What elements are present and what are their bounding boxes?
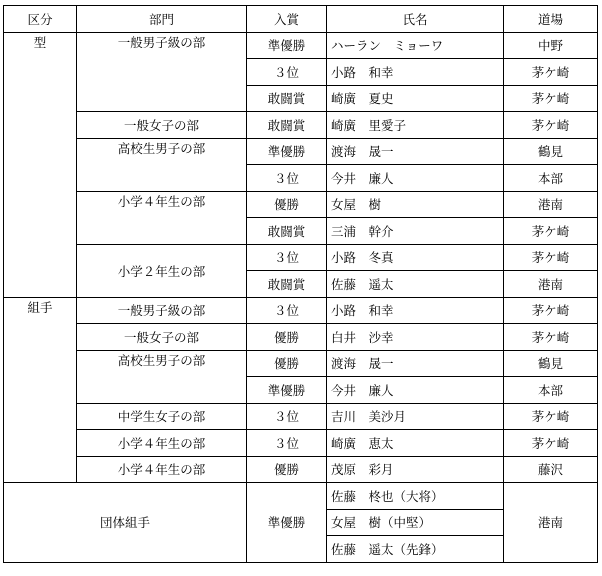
division-cell: 小学４年生の部 xyxy=(77,191,247,244)
award-cell: ３位 xyxy=(247,165,327,192)
team-member-cell: 佐藤 遥太（先鋒） xyxy=(327,536,504,563)
dojo-cell: 茅ケ崎 xyxy=(504,218,598,245)
division-cell: 一般女子の部 xyxy=(77,112,247,139)
division-cell: 小学２年生の部 xyxy=(77,244,247,297)
award-cell: ３位 xyxy=(247,297,327,324)
name-cell: 今井 廉人 xyxy=(327,377,504,404)
award-cell: 準優勝 xyxy=(247,138,327,165)
name-cell: 崎廣 恵太 xyxy=(327,430,504,457)
category-cell: 型 xyxy=(4,32,77,297)
division-cell: 小学４年生の部 xyxy=(77,456,247,483)
dojo-cell: 港南 xyxy=(504,271,598,298)
dojo-cell: 茅ケ崎 xyxy=(504,85,598,112)
name-cell: 崎廣 夏史 xyxy=(327,85,504,112)
team-award-cell: 準優勝 xyxy=(247,483,327,563)
award-cell: 優勝 xyxy=(247,456,327,483)
award-cell: 敢闘賞 xyxy=(247,112,327,139)
name-cell: 佐藤 遥太 xyxy=(327,271,504,298)
table-row xyxy=(4,350,598,377)
dojo-cell: 鶴見 xyxy=(504,350,598,377)
table-row xyxy=(4,32,598,59)
name-cell: 崎廣 里愛子 xyxy=(327,112,504,139)
name-cell: 三浦 幹介 xyxy=(327,218,504,245)
name-cell: 小路 和幸 xyxy=(327,297,504,324)
name-cell: 吉川 美沙月 xyxy=(327,403,504,430)
division-cell: 高校生男子の部 xyxy=(77,138,247,191)
dojo-cell: 茅ケ崎 xyxy=(504,403,598,430)
award-cell: 優勝 xyxy=(247,350,327,377)
name-cell: 小路 和幸 xyxy=(327,59,504,86)
header-dojo: 道場 xyxy=(504,6,598,33)
dojo-cell: 茅ケ崎 xyxy=(504,244,598,271)
team-row xyxy=(4,483,598,510)
dojo-cell: 茅ケ崎 xyxy=(504,324,598,351)
name-cell: 渡海 晟一 xyxy=(327,138,504,165)
division-cell: 一般女子の部 xyxy=(77,324,247,351)
table-row xyxy=(4,244,598,271)
results-table xyxy=(3,5,598,563)
header-award: 入賞 xyxy=(247,6,327,33)
team-member-cell: 佐藤 柊也（大将） xyxy=(327,483,504,510)
dojo-cell: 中野 xyxy=(504,32,598,59)
award-cell: 準優勝 xyxy=(247,377,327,404)
dojo-cell: 本部 xyxy=(504,377,598,404)
table-row xyxy=(4,191,598,218)
dojo-cell: 茅ケ崎 xyxy=(504,430,598,457)
dojo-cell: 港南 xyxy=(504,191,598,218)
award-cell: 敢闘賞 xyxy=(247,218,327,245)
award-cell: ３位 xyxy=(247,430,327,457)
header-category: 区分 xyxy=(4,6,77,33)
name-cell: 小路 冬真 xyxy=(327,244,504,271)
team-member-cell: 女屋 樹（中堅） xyxy=(327,509,504,536)
division-cell: 中学生女子の部 xyxy=(77,403,247,430)
division-cell: 小学４年生の部 xyxy=(77,430,247,457)
name-cell: 渡海 晟一 xyxy=(327,350,504,377)
name-cell: 今井 廉人 xyxy=(327,165,504,192)
award-cell: 敢闘賞 xyxy=(247,85,327,112)
dojo-cell: 茅ケ崎 xyxy=(504,59,598,86)
header-division: 部門 xyxy=(77,6,247,33)
award-cell: ３位 xyxy=(247,403,327,430)
dojo-cell: 鶴見 xyxy=(504,138,598,165)
name-cell: ハーラン ミョーワ xyxy=(327,32,504,59)
award-cell: 準優勝 xyxy=(247,32,327,59)
table-row xyxy=(4,297,598,324)
division-cell: 一般男子級の部 xyxy=(77,32,247,112)
dojo-cell: 藤沢 xyxy=(504,456,598,483)
name-cell: 女屋 樹 xyxy=(327,191,504,218)
team-dojo-cell: 港南 xyxy=(504,483,598,563)
table-row xyxy=(4,430,598,457)
dojo-cell: 茅ケ崎 xyxy=(504,297,598,324)
table-row xyxy=(4,138,598,165)
name-cell: 白井 沙幸 xyxy=(327,324,504,351)
dojo-cell: 茅ケ崎 xyxy=(504,112,598,139)
table-row xyxy=(4,112,598,139)
division-cell: 一般男子級の部 xyxy=(77,297,247,324)
header-row xyxy=(4,6,598,33)
award-cell: ３位 xyxy=(247,244,327,271)
table-row xyxy=(4,324,598,351)
header-name: 氏名 xyxy=(327,6,504,33)
dojo-cell: 本部 xyxy=(504,165,598,192)
award-cell: 優勝 xyxy=(247,191,327,218)
name-cell: 茂原 彩月 xyxy=(327,456,504,483)
table-row xyxy=(4,403,598,430)
award-cell: ３位 xyxy=(247,59,327,86)
table-row xyxy=(4,456,598,483)
division-cell: 高校生男子の部 xyxy=(77,350,247,403)
category-cell: 組手 xyxy=(4,297,77,483)
award-cell: 優勝 xyxy=(247,324,327,351)
award-cell: 敢闘賞 xyxy=(247,271,327,298)
team-division-cell: 団体組手 xyxy=(4,483,247,563)
